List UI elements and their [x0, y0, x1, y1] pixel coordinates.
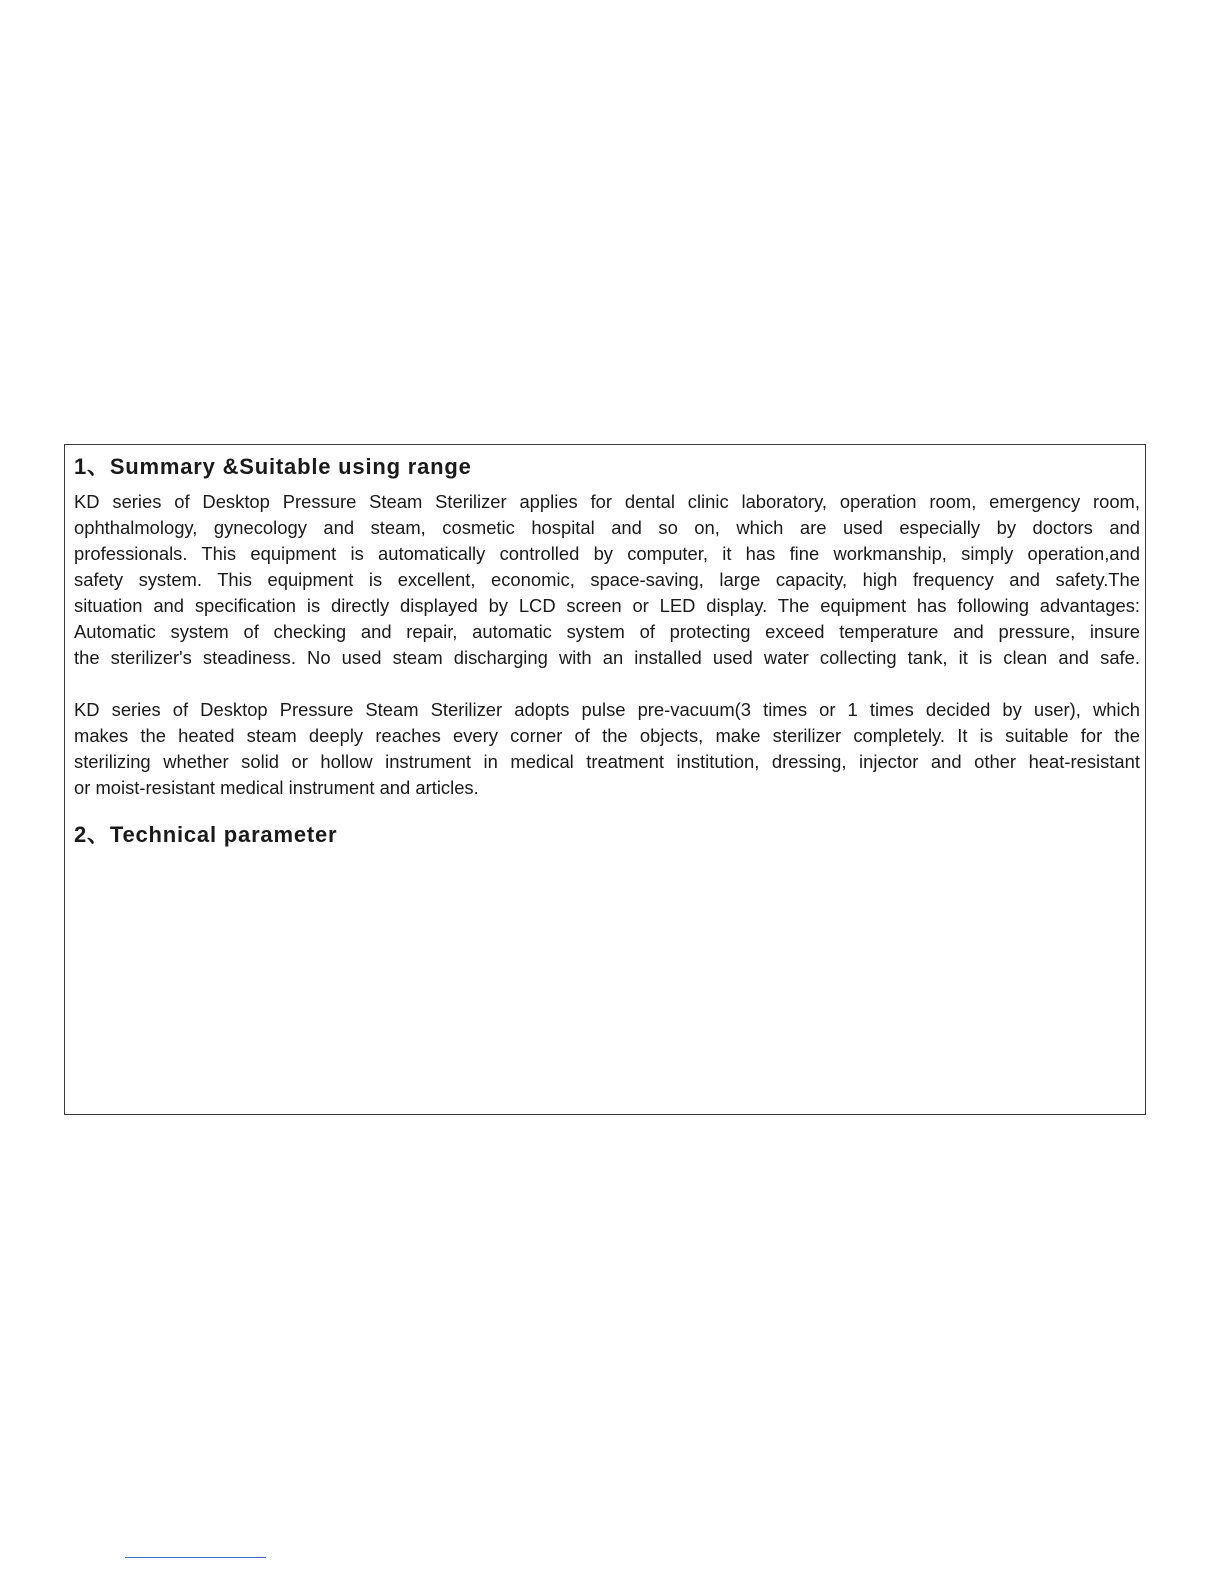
paragraph-line: KD series of Desktop Pressure Steam Sterilizer adopts pulse pre-vacuum(3 times or 1 times decided by user), which [74, 699, 1140, 720]
section-1-paragraph-1 [74, 489, 1140, 671]
paragraph-line: the sterilizer's steadiness. No used steam discharging with an installed used water collecting tank, it is clean and safe. [74, 647, 1140, 668]
paragraph-line: KD series of Desktop Pressure Steam Sterilizer applies for dental clinic laboratory, operation room, emergency room, [74, 491, 1140, 512]
section-1-paragraph-2 [74, 697, 1140, 801]
footer-rule [125, 1557, 266, 1558]
paragraph-line: situation and specification is directly displayed by LCD screen or LED display. The equipment has following advantages: [74, 595, 1140, 616]
paragraph-line: Automatic system of checking and repair, automatic system of protecting exceed temperature and pressure, insure [74, 621, 1140, 642]
paragraph-line: ophthalmology, gynecology and steam, cosmetic hospital and so on, which are used especially by doctors and [74, 517, 1140, 538]
paragraph-line: makes the heated steam deeply reaches every corner of the objects, make sterilizer completely. It is suitable for the [74, 725, 1140, 746]
section-1-heading: 1、Summary &Suitable using range [74, 454, 472, 479]
paragraph-line: professionals. This equipment is automatically controlled by computer, it has fine workmanship, simply operation,and [74, 543, 1140, 564]
paragraph-line: or moist-resistant medical instrument and articles. [74, 777, 479, 798]
section-2-heading: 2、Technical parameter [74, 822, 338, 847]
paragraph-line: sterilizing whether solid or hollow instrument in medical treatment institution, dressing, injector and other heat-resistant [74, 751, 1140, 772]
paragraph-line: safety system. This equipment is excellent, economic, space-saving, large capacity, high frequency and safety.The [74, 569, 1140, 590]
content-box [64, 444, 1146, 1115]
